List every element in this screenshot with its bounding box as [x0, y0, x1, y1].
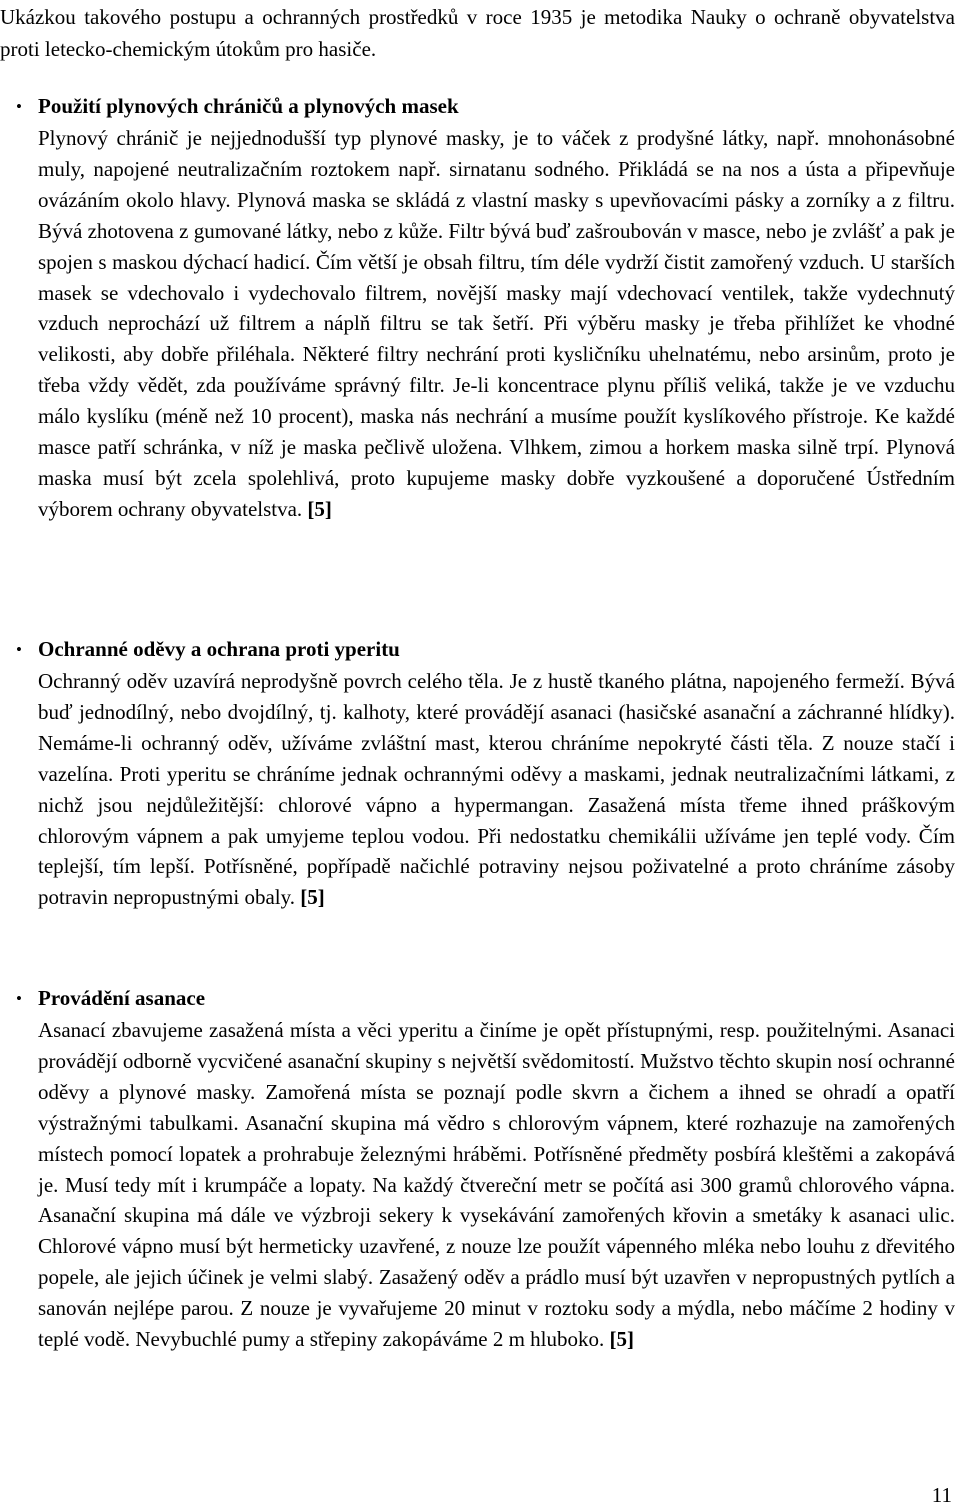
citation-reference: [5]: [307, 496, 332, 521]
citation-reference: [5]: [609, 1327, 635, 1352]
section-body: [38, 123, 955, 525]
intro-paragraph: Ukázkou takového postupu a ochranných prostředků v roce 1935 je metodika Nauky o ochraně obyvatelstva proti letecko-chemickým útokům pro hasiče.: [0, 5, 955, 61]
citation-reference: [5]: [300, 885, 325, 910]
section-body-text: Asanací zbavujeme zasažená místa a věci yperitu a činíme je opět přístupnými, resp. použitelnými. Asanaci provádějí odborně vycvičené asanační skupiny s největší svědomitostí. Mužstvo těchto skupin nosí ochranné oděvy a plynové masky. Zamořená místa se poznají podle skvrn a čichem a ihned se ohradí a opatří výstražnými tabulkami. Asanační skupina má vědro s chlorovým vápnem, které rozhazuje na zamořených místech pomocí lopatek a prohrabuje železnými hráběmi. Potřísněné předměty posbírá kleštěmi a zakopává je. Musí tedy mít i krumpáče a lopaty. Na každý čtvereční metr se počítá asi 300 gramů chlorového vápna. Asanační skupina má dále ve výzbroji sekery k vysekávání zamořených křovin a smetáky k asanaci ulic. Chlorové vápno musí být hermeticky uzavřené, z nouze lze použít vápenného mléka nebo louhu z dřevitého popele, ale jejich účinek je velmi slabý. Zasažený oděv a prádlo musí být uzavřen v nepropustných pytlích a sanován nejlépe parou. Z nouze je vyvařujeme 20 minut v roztoku sody a mýdla, nebo máčíme 2 hodiny v teplé vodě. Nevybuchlé pumy a střepiny zakopáváme 2 m hluboko.: [38, 1018, 955, 1352]
section-heading: Použití plynových chráničů a plynových masek: [38, 94, 459, 118]
section-body: [38, 666, 955, 913]
bullet-icon: •: [16, 640, 22, 659]
bullet-icon: •: [16, 97, 22, 116]
section-body: [38, 1015, 955, 1355]
section-body-text: Ochranný oděv uzavírá neprodyšně povrch celého těla. Je z hustě tkaného plátna, napojeného fermeží. Bývá buď jednodílný, nebo dvojdílný, tj. kalhoty, které provádějí asanaci (hasičské asanační a záchranné hlídky). Nemáme-li ochranný oděv, užíváme zvláštní mast, kterou chráníme nepokryté části těla. Z nouze stačí i vazelína. Proti yperitu se chráníme jednak ochrannými oděvy a maskami, jednak neutralizačními látkami, z nichž jsou nejdůležitější: chlorové vápno a hypermangan. Zasažená místa třeme ihned práškovým chlorovým vápnem a pak umyjeme teplou vodou. Při nedostatku chemikálii užíváme jen teplé vody. Čím teplejší, tím lepší. Potřísněné, popřípadě načichlé potraviny nejsou poživatelné a proto chráníme zásoby potravin nepropustnými obaly.: [38, 669, 955, 910]
section-heading: Provádění asanace: [38, 986, 206, 1010]
page-number: 11: [931, 1483, 952, 1507]
bullet-icon: •: [16, 989, 22, 1008]
section-heading: Ochranné oděvy a ochrana proti yperitu: [38, 637, 400, 661]
section-body-text: Plynový chránič je nejjednodušší typ plynové masky, je to váček z prodyšné látky, např. mnohonásobné muly, napojené neutralizačním roztokem např. sirnatanu sodného. Přikládá se na nos a ústa a připevňuje ovázáním okolo hlavy. Plynová maska se skládá z vlastní masky s upevňovacími pásky a zorníky a z filtru. Bývá zhotovena z gumované látky, nebo z kůže. Filtr bývá buď zašroubován v masce, nebo je zvlášť a pak je spojen s maskou dýchací hadicí. Čím větší je obsah filtru, tím déle vydrží čistit zamořený vzduch. U starších masek se vdechovalo i vydechovalo filtrem, novější masky mají vdechovací ventilek, takže vydechnutý vzduch neprochází už filtrem a náplň filtru se tak šetří. Při výběru masky je třeba přihlížet ke vhodné velikosti, aby dobře přiléhala. Některé filtry nechrání proti kysličníku uhelnatému, nebo arsinům, proto je třeba vždy vědět, zda používáme správný filtr. Je-li koncentrace plynu příliš veliká, takže je ve vzduchu málo kyslíku (méně než 10 procent), maska nás nechrání a musíme použít kyslíkového přístroje. Ke každé masce patří schránka, v níž je maska pečlivě uložena. Vlhkem, zimou a horkem maska silně trpí. Plynová maska musí být zcela spolehlivá, proto kupujeme masky dobře vyzkoušené a doporučené Ústředním výborem ochrany obyvatelstva.: [38, 126, 955, 521]
